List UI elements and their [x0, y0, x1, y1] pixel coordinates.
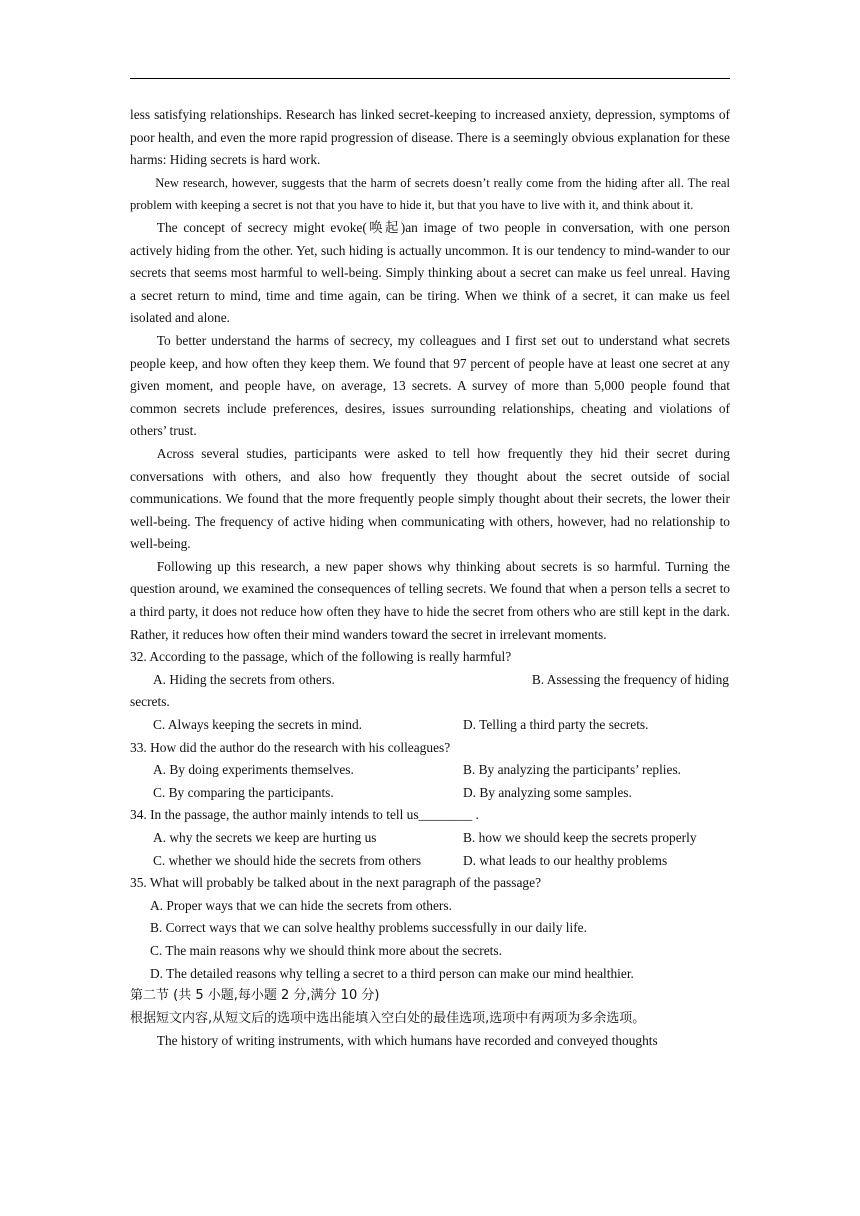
- question-35-option-c: C. The main reasons why we should think more about the secrets.: [150, 942, 502, 958]
- question-33-option-c: C. By comparing the participants.: [153, 784, 334, 800]
- question-34-option-d: D. what leads to our healthy problems: [463, 852, 668, 868]
- passage-paragraph: less satisfying relationships. Research has linked secret-keeping to increased anxiety, depression, symptoms of poor health, and even the more rapid progression of disease. There is a seemingly obvious explanation for these harms: Hiding secrets is hard work.: [130, 107, 730, 168]
- question-32-option-b: B. Assessing the frequency of hiding: [531, 671, 729, 687]
- question-32-options-ab: [130, 669, 730, 714]
- question-32-option-c: C. Always keeping the secrets in mind.: [153, 717, 363, 733]
- section-2-instruction: 根据短文内容,从短文后的选项中选出能填入空白处的最佳选项,选项中有两项为多余选项。: [130, 1010, 646, 1026]
- question-35-option-a: A. Proper ways that we can hide the secrets from others.: [150, 897, 452, 913]
- question-34-option-a: A. why the secrets we keep are hurting us: [153, 830, 377, 845]
- question-33-option-a: A. By doing experiments themselves.: [153, 762, 354, 778]
- passage-paragraph: To better understand the harms of secrecy, my colleagues and I first set out to understand what secrets people keep, and how often they keep them. We found that 97 percent of people have at least one secret at any given moment, and people have, on average, 13 secrets. A survey of more than 5,000 people found that common secrets include preferences, desires, issues surrounding relationships, cheating and violations of others’ trust.: [130, 332, 730, 439]
- question-35-option-d: D. The detailed reasons why telling a secret to a third person can make our mind healthier.: [150, 965, 634, 981]
- question-34-stem: 34. In the passage, the author mainly intends to tell us________ .: [130, 807, 479, 823]
- question-35-stem: 35. What will probably be talked about in the next paragraph of the passage?: [130, 875, 542, 891]
- passage-paragraph: Following up this research, a new paper shows why thinking about secrets is so harmful. Turning the question around, we examined the consequences of telling secrets. We found that when a person tells a secret to a third party, it does not reduce how often they have to hide the secret from others who are still kept in the dark. Rather, it reduces how often their mind wanders toward the secret in irrelevant moments.: [130, 558, 730, 642]
- question-34-option-c: C. whether we should hide the secrets from others: [153, 852, 422, 868]
- question-32-option-d: D. Telling a third party the secrets.: [463, 717, 649, 733]
- question-32-option-b-tail: secrets.: [130, 694, 170, 710]
- document-body: [130, 104, 730, 1053]
- question-33-option-b: B. By analyzing the participants’ replies.: [463, 762, 682, 778]
- passage-paragraph: New research, however, suggests that the harm of secrets doesn’t really come from the hiding after all. The real problem with keeping a secret is not that you have to hide it, but that you have to live with it, and think about it.: [130, 175, 730, 213]
- question-33-options-ab: [130, 759, 730, 782]
- question-33-option-d: D. By analyzing some samples.: [463, 784, 632, 800]
- passage-paragraph: Across several studies, participants were asked to tell how frequently they hid their secret during conversations with others, and also how frequently they thought about the secret outside of social communications. We found that the more frequently people simply thought about their secrets, the lower their well-being. The frequency of active hiding when communicating with others, however, had no relationship to well-being.: [130, 445, 730, 552]
- question-34-option-b: B. how we should keep the secrets properly: [463, 830, 697, 845]
- question-32-option-a: A. Hiding the secrets from others.: [153, 671, 335, 687]
- question-33-stem: 33. How did the author do the research with his colleagues?: [130, 739, 451, 755]
- question-34-options-cd: [130, 850, 730, 873]
- question-34-options-ab: [130, 827, 730, 850]
- question-35-option-b: B. Correct ways that we can solve healthy problems successfully in our daily life.: [150, 920, 587, 936]
- question-33-options-cd: [130, 782, 730, 805]
- header-rule: [130, 78, 730, 79]
- question-32-stem: 32. According to the passage, which of the following is really harmful?: [130, 649, 512, 665]
- section-2-heading: 第二节 (共 5 小题,每小题 2 分,满分 10 分): [130, 988, 380, 1004]
- section-2-intro: The history of writing instruments, with which humans have recorded and conveyed thoughts: [156, 1033, 658, 1049]
- question-32-options-cd: [130, 714, 730, 737]
- passage-paragraph: The concept of secrecy might evoke(唤起)an image of two people in conversation, with one person actively hiding from the other. Yet, such hiding is actually uncommon. It is our tendency to mind-wander to our secrets that seems most harmful to well-being. Simply thinking about a secret can make us feel unreal. Having a secret return to mind, time and time again, can be tiring. When we think of a secret, it can make us feel isolated and alone.: [130, 219, 730, 326]
